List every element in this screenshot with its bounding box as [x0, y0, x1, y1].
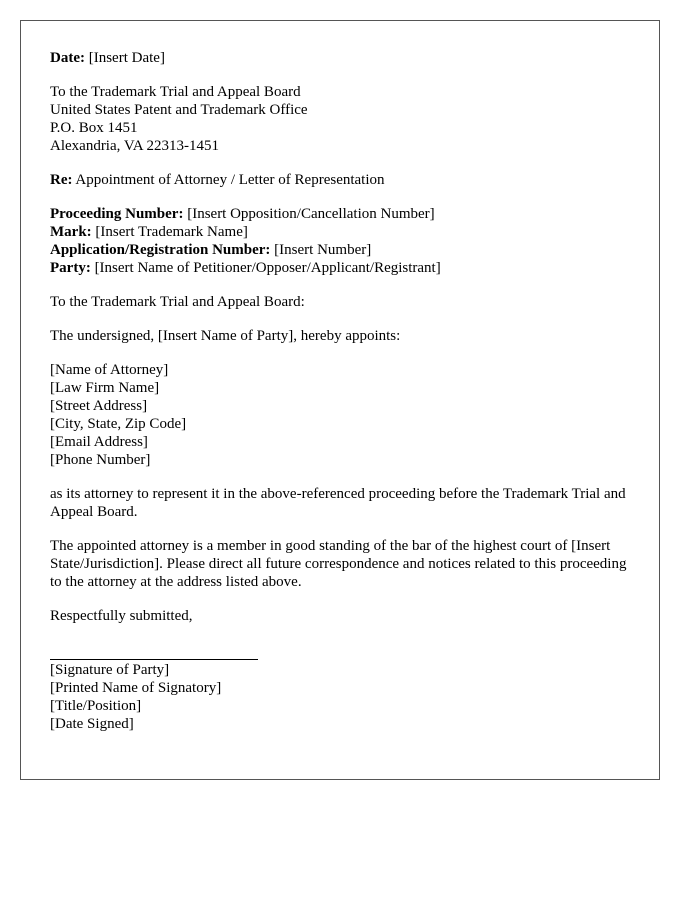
signature-line-text: [Printed Name of Signatory] [50, 680, 222, 696]
signature-line-text: [Title/Position] [50, 698, 142, 714]
attorney-details [50, 361, 640, 469]
detail-row [50, 223, 640, 241]
detail-row [50, 205, 640, 223]
letter-body [50, 49, 640, 733]
detail-value: [Insert Trademark Name] [91, 224, 248, 240]
proceeding-details [50, 205, 640, 277]
recipient-line: P.O. Box 1451 [50, 120, 138, 136]
detail-label: Mark: [50, 224, 92, 240]
representation-paragraph: as its attorney to represent it in the above-referenced proceeding before the Trademark Trial and Appeal Board. [50, 486, 626, 520]
date-label: Date: [50, 50, 85, 66]
salutation-text: To the Trademark Trial and Appeal Board: [50, 294, 305, 310]
recipient-line: Alexandria, VA 22313-1451 [50, 138, 220, 154]
standing-paragraph: The appointed attorney is a member in good standing of the bar of the highest court of [Insert State/Jurisdiction]. Please direct all future correspondence and notices related to this proceeding to the attorney at the address listed above. [50, 538, 627, 590]
recipient-address [50, 83, 640, 155]
attorney-line: [Name of Attorney] [50, 362, 169, 378]
recipient-line: To the Trademark Trial and Appeal Board [50, 84, 301, 100]
recipient-line: United States Patent and Trademark Office [50, 102, 308, 118]
detail-row [50, 241, 640, 259]
signature-line [50, 659, 258, 660]
attorney-line: [Law Firm Name] [50, 380, 160, 396]
appoints-text: The undersigned, [Insert Name of Party], hereby appoints: [50, 328, 401, 344]
detail-row [50, 259, 640, 277]
re-label: Re: [50, 172, 73, 188]
detail-value: [Insert Number] [270, 242, 372, 258]
attorney-line: [Phone Number] [50, 452, 151, 468]
closing-text: Respectfully submitted, [50, 608, 193, 624]
detail-label: Party: [50, 260, 91, 276]
signature-line-text: [Date Signed] [50, 716, 134, 732]
re-value: Appointment of Attorney / Letter of Representation [72, 172, 385, 188]
signature-line-text: [Signature of Party] [50, 662, 170, 678]
salutation [50, 293, 640, 311]
attorney-line: [Email Address] [50, 434, 148, 450]
detail-value: [Insert Name of Petitioner/Opposer/Applicant/Registrant] [90, 260, 441, 276]
detail-label: Proceeding Number: [50, 206, 184, 222]
detail-value: [Insert Opposition/Cancellation Number] [183, 206, 435, 222]
detail-label: Application/Registration Number: [50, 242, 271, 258]
attorney-line: [Street Address] [50, 398, 148, 414]
letter-page [20, 20, 660, 780]
appoints-paragraph [50, 327, 640, 345]
date-value: [Insert Date] [84, 50, 165, 66]
re-line [50, 171, 640, 189]
signature-block [50, 661, 640, 733]
closing [50, 607, 640, 625]
date-line [50, 49, 640, 67]
attorney-line: [City, State, Zip Code] [50, 416, 187, 432]
